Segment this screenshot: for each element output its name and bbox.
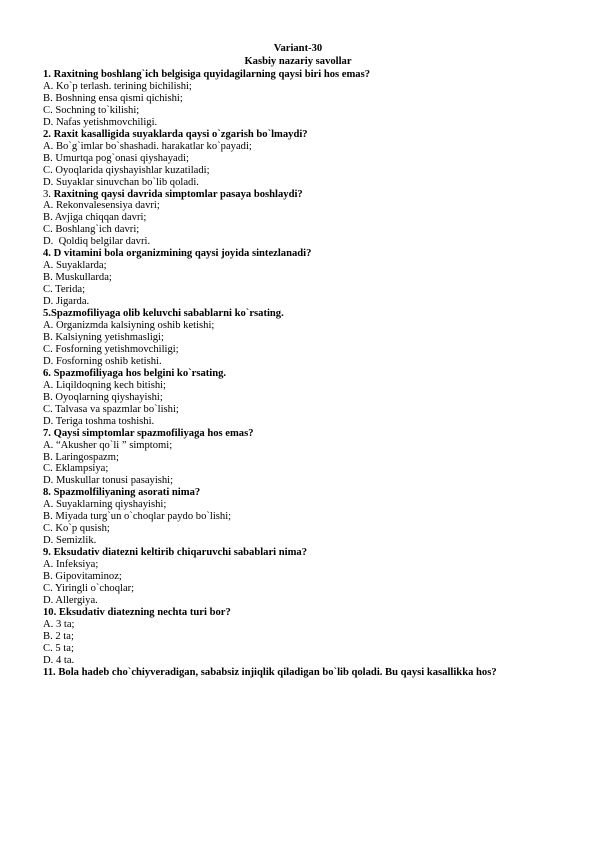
question-number: 10. (43, 606, 57, 618)
question-block (43, 607, 563, 667)
question-number: 3. (43, 188, 51, 200)
question-block (43, 308, 563, 368)
question-text: Bola hadeb cho`chiyveradigan, sababsiz injiqlik qiladigan bo`lib qoladi. Bu qaysi kasallikka hos? (58, 666, 497, 678)
answer-option: D. Semizlik. (43, 535, 97, 547)
answer-option: C. Oyoqlarida qiyshayishlar kuzatiladi; (43, 164, 210, 176)
answer-option: B. Muskullarda; (43, 272, 112, 284)
answer-option: A. Suyaklarning qiyshayishi; (43, 499, 167, 511)
answer-option: B. Umurtqa pog`onasi qiyshayadi; (43, 152, 189, 164)
question-block (43, 368, 563, 428)
answer-option: D. Nafas yetishmovchiligi. (43, 116, 158, 128)
answer-option: C. Sochning to`kilishi; (43, 104, 140, 116)
answer-option: D. Qoldiq belgilar davri. (43, 236, 151, 248)
answer-option: C. Yiringli o`choqlar; (43, 582, 135, 594)
question-block (43, 487, 563, 547)
question-heading (43, 69, 563, 81)
answer-option: A. Bo`g`imlar bo`shashadi. harakatlar ko`payadi; (43, 140, 252, 152)
question-heading (43, 129, 563, 141)
question-text: D vitamini bola organizmining qaysi joyida sintezlanadi? (53, 248, 312, 260)
question-heading (43, 547, 563, 559)
question-block (43, 248, 563, 308)
question-text: Spazmofiliyaga olib keluvchi sabablarni ko`rsating. (50, 308, 284, 320)
question-text: Spazmofiliyaga hos belgini ko`rsating. (53, 367, 227, 379)
answer-option: A. “Akusher qo`li ” simptomi; (43, 439, 173, 451)
question-number: 4. (43, 248, 51, 260)
answer-option: C. Terida; (43, 284, 86, 296)
question-text: Qaysi simptomlar spazmofiliyaga hos emas? (53, 427, 254, 439)
question-heading (43, 308, 563, 320)
answer-option: C. Ko`p qusish; (43, 523, 110, 535)
question-number: 8. (43, 487, 51, 499)
answer-option: D. 4 ta. (43, 654, 75, 666)
question-text: Eksudativ diatezning nechta turi bor? (58, 606, 231, 618)
answer-option: B. Miyada turg`un o`choqlar paydo bo`lishi; (43, 511, 232, 523)
answer-option: D. Jigarda. (43, 296, 90, 308)
question-text: Eksudativ diatezni keltirib chiqaruvchi sabablari nima? (53, 547, 308, 559)
question-heading (43, 368, 563, 380)
question-text: Raxitning boshlang`ich belgisiga quyidagilarning qaysi biri hos emas? (53, 69, 371, 80)
question-text: Raxitning qaysi davrida simptomlar pasaya boshlaydi? (53, 188, 303, 200)
question-number: 6. (43, 367, 51, 379)
question-number: 2. (43, 128, 51, 140)
variant-title: Variant-30 (273, 43, 323, 54)
answer-option: A. Infeksiya; (43, 559, 99, 571)
question-block (43, 667, 563, 679)
section-subtitle: Kasbiy nazariy savollar (244, 56, 352, 67)
answer-option: C. Fosforning yetishmovchiligi; (43, 343, 179, 355)
answer-option: B. 2 ta; (43, 630, 74, 642)
question-number: 1. (43, 69, 51, 80)
answer-option: C. Talvasa va spazmlar bo`lishi; (43, 403, 179, 415)
question-text: Spazmolfiliyaning asorati nima? (53, 487, 201, 499)
question-block (43, 69, 563, 129)
question-heading (43, 487, 563, 499)
question-block (43, 547, 563, 607)
question-heading (43, 248, 563, 260)
answer-option: D. Teriga toshma toshishi. (43, 415, 155, 427)
answer-option: D. Muskullar tonusi pasayishi; (43, 475, 174, 487)
answer-option: A. Rekonvalesensiya davri; (43, 200, 160, 212)
answer-option: B. Oyoqlarning qiyshayishi; (43, 391, 163, 403)
answer-option: A. Organizmda kalsiyning oshib ketishi; (43, 320, 215, 332)
answer-option: C. Boshlang`ich davri; (43, 224, 140, 236)
answer-option: B. Gipovitaminoz; (43, 571, 122, 583)
question-block (43, 189, 563, 249)
answer-option: A. 3 ta; (43, 618, 75, 630)
question-number: 5. (43, 308, 51, 320)
answer-option: B. Laringospazm; (43, 451, 119, 463)
question-heading (43, 667, 563, 679)
answer-option: D. Fosforning oshib ketishi. (43, 355, 162, 367)
question-block (43, 129, 563, 189)
question-text: Raxit kasalligida suyaklarda qaysi o`zgarish bo`lmaydi? (53, 128, 308, 140)
question-heading (43, 189, 563, 201)
answer-option: D. Allergiya. (43, 594, 98, 606)
answer-option: C. 5 ta; (43, 642, 74, 654)
answer-option: A. Suyaklarda; (43, 260, 107, 272)
answer-option: C. Eklampsiya; (43, 463, 109, 475)
answer-option: A. Liqildoqning kech bitishi; (43, 379, 166, 391)
answer-option: B. Kalsiyning yetishmasligi; (43, 331, 164, 343)
answer-option: D. Suyaklar sinuvchan bo`lib qoladi. (43, 176, 199, 188)
question-list (43, 69, 563, 679)
question-heading (43, 428, 563, 440)
question-number: 7. (43, 427, 51, 439)
question-number: 9. (43, 547, 51, 559)
question-heading (43, 607, 563, 619)
question-number: 11. (43, 666, 56, 678)
answer-option: B. Avjiga chiqqan davri; (43, 212, 147, 224)
answer-option: B. Boshning ensa qismi qichishi; (43, 92, 183, 104)
answer-option: A. Ko`p terlash. terining bichilishi; (43, 80, 192, 92)
question-block (43, 428, 563, 488)
